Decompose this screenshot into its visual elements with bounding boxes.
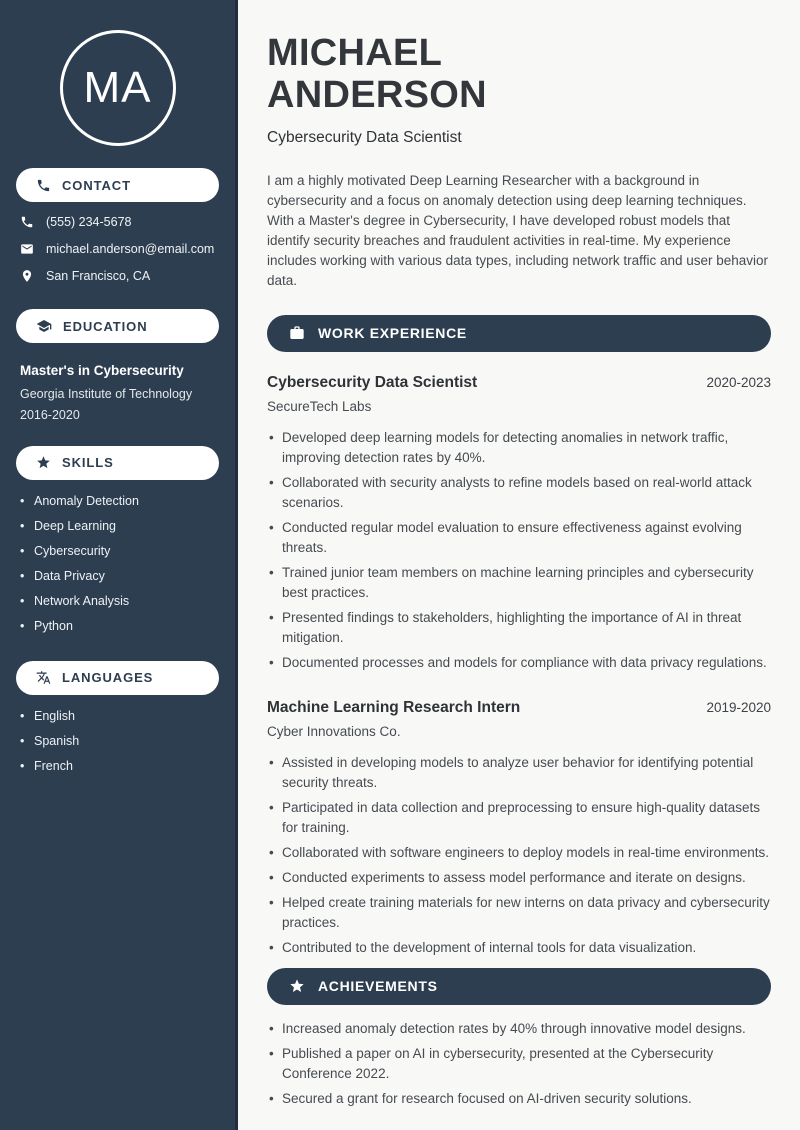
bullet-item: • Conducted regular model evaluation to ensure effectiveness against evolving threats. [267, 518, 771, 558]
translate-icon [36, 670, 51, 685]
bullet-item: • Collaborated with software engineers to deploy models in real-time environments. [267, 843, 771, 863]
job-company: SecureTech Labs [267, 398, 372, 414]
skill-item: • Cybersecurity [20, 539, 219, 564]
education-degree: Master's in Cybersecurity [20, 363, 184, 378]
briefcase-icon [289, 325, 305, 341]
avatar [60, 30, 176, 146]
bullet-item: • Assisted in developing models to analyze user behavior for identifying potential security threats. [267, 753, 771, 793]
contact-location-row [16, 269, 219, 283]
bullet-item: • Developed deep learning models for detecting anomalies in network traffic, improving detection rates by 40%. [267, 428, 771, 468]
bullet-item: • Collaborated with security analysts to refine models based on real-world attack scenarios. [267, 473, 771, 513]
bullet-item: • Helped create training materials for new interns on data privacy and cybersecurity practices. [267, 893, 771, 933]
language-item: • English [20, 704, 219, 729]
work-experience-heading: WORK EXPERIENCE [318, 325, 467, 342]
bullet-item: • Published a paper on AI in cybersecurity, presented at the Cybersecurity Conference 2022. [267, 1044, 771, 1084]
person-title: Cybersecurity Data Scientist [267, 128, 462, 146]
contact-email-row [16, 242, 219, 256]
achievements-list [267, 1019, 771, 1109]
job-entry-header [267, 699, 771, 717]
skill-item: • Anomaly Detection [20, 489, 219, 514]
bullet-item: • Participated in data collection and preprocessing to ensure high-quality datasets for training. [267, 798, 771, 838]
bullet-item: • Documented processes and models for compliance with data privacy regulations. [267, 653, 771, 673]
phone-value: (555) 234-5678 [46, 215, 132, 229]
location-value: San Francisco, CA [46, 269, 151, 283]
achievements-section-header [267, 968, 771, 1005]
star-icon [289, 978, 305, 994]
envelope-icon [20, 242, 34, 256]
job-entry-header [267, 374, 771, 392]
person-name [267, 33, 771, 117]
email-value: michael.anderson@email.com [46, 242, 215, 256]
map-pin-icon [20, 269, 34, 283]
job-bullet-list [267, 428, 771, 673]
graduation-cap-icon [36, 318, 52, 334]
person-last-name: ANDERSON [267, 73, 487, 116]
skills-section-header [16, 446, 219, 480]
bullet-item: • Secured a grant for research focused on AI-driven security solutions. [267, 1089, 771, 1109]
languages-list [16, 704, 219, 779]
avatar-container [16, 30, 219, 146]
job-title: Cybersecurity Data Scientist [267, 373, 478, 391]
job-bullet-list [267, 753, 771, 958]
skills-heading: SKILLS [62, 455, 114, 471]
person-first-name: MICHAEL [267, 32, 443, 74]
bullet-item: • Trained junior team members on machine learning principles and cybersecurity best practices. [267, 563, 771, 603]
sidebar [0, 0, 238, 1130]
avatar-initials: MA [83, 63, 152, 112]
phone-icon [36, 178, 51, 193]
summary-paragraph: I am a highly motivated Deep Learning Researcher with a background in cybersecurity and a focus on anomaly detection using deep learning techniques. With a Master's degree in Cybersecurity, I have developed robust models that identify security breaches and fraudulent activities in real-time. My experience includes working with various data types, including network traffic and user behavior data. [267, 172, 769, 288]
star-icon [36, 455, 51, 470]
job-dates: 2019-2020 [706, 699, 771, 715]
contact-list [16, 215, 219, 283]
bullet-item: • Presented findings to stakeholders, highlighting the importance of AI in threat mitigation. [267, 608, 771, 648]
languages-section-header [16, 661, 219, 695]
bullet-item: • Contributed to the development of internal tools for data visualization. [267, 938, 771, 958]
education-heading: EDUCATION [63, 318, 148, 334]
bullet-item: • Conducted experiments to assess model performance and iterate on designs. [267, 868, 771, 888]
main-content [238, 0, 800, 1130]
work-experience-section-header [267, 315, 771, 352]
languages-heading: LANGUAGES [62, 670, 154, 686]
contact-section-header [16, 168, 219, 202]
job-title: Machine Learning Research Intern [267, 698, 521, 716]
skill-item: • Network Analysis [20, 589, 219, 614]
contact-phone-row [16, 215, 219, 229]
phone-icon [20, 215, 34, 229]
education-entry [16, 363, 219, 422]
language-item: • Spanish [20, 729, 219, 754]
job-dates: 2020-2023 [706, 374, 771, 390]
job-company: Cyber Innovations Co. [267, 723, 401, 739]
education-section-header [16, 309, 219, 343]
education-school: Georgia Institute of Technology [20, 387, 193, 401]
skills-list [16, 489, 219, 639]
bullet-item: • Increased anomaly detection rates by 40% through innovative model designs. [267, 1019, 771, 1039]
education-years: 2016-2020 [20, 407, 80, 422]
contact-heading: CONTACT [62, 177, 131, 193]
skill-item: • Data Privacy [20, 564, 219, 589]
language-item: • French [20, 754, 219, 779]
skill-item: • Deep Learning [20, 514, 219, 539]
achievements-heading: ACHIEVEMENTS [318, 978, 438, 995]
skill-item: • Python [20, 614, 219, 639]
